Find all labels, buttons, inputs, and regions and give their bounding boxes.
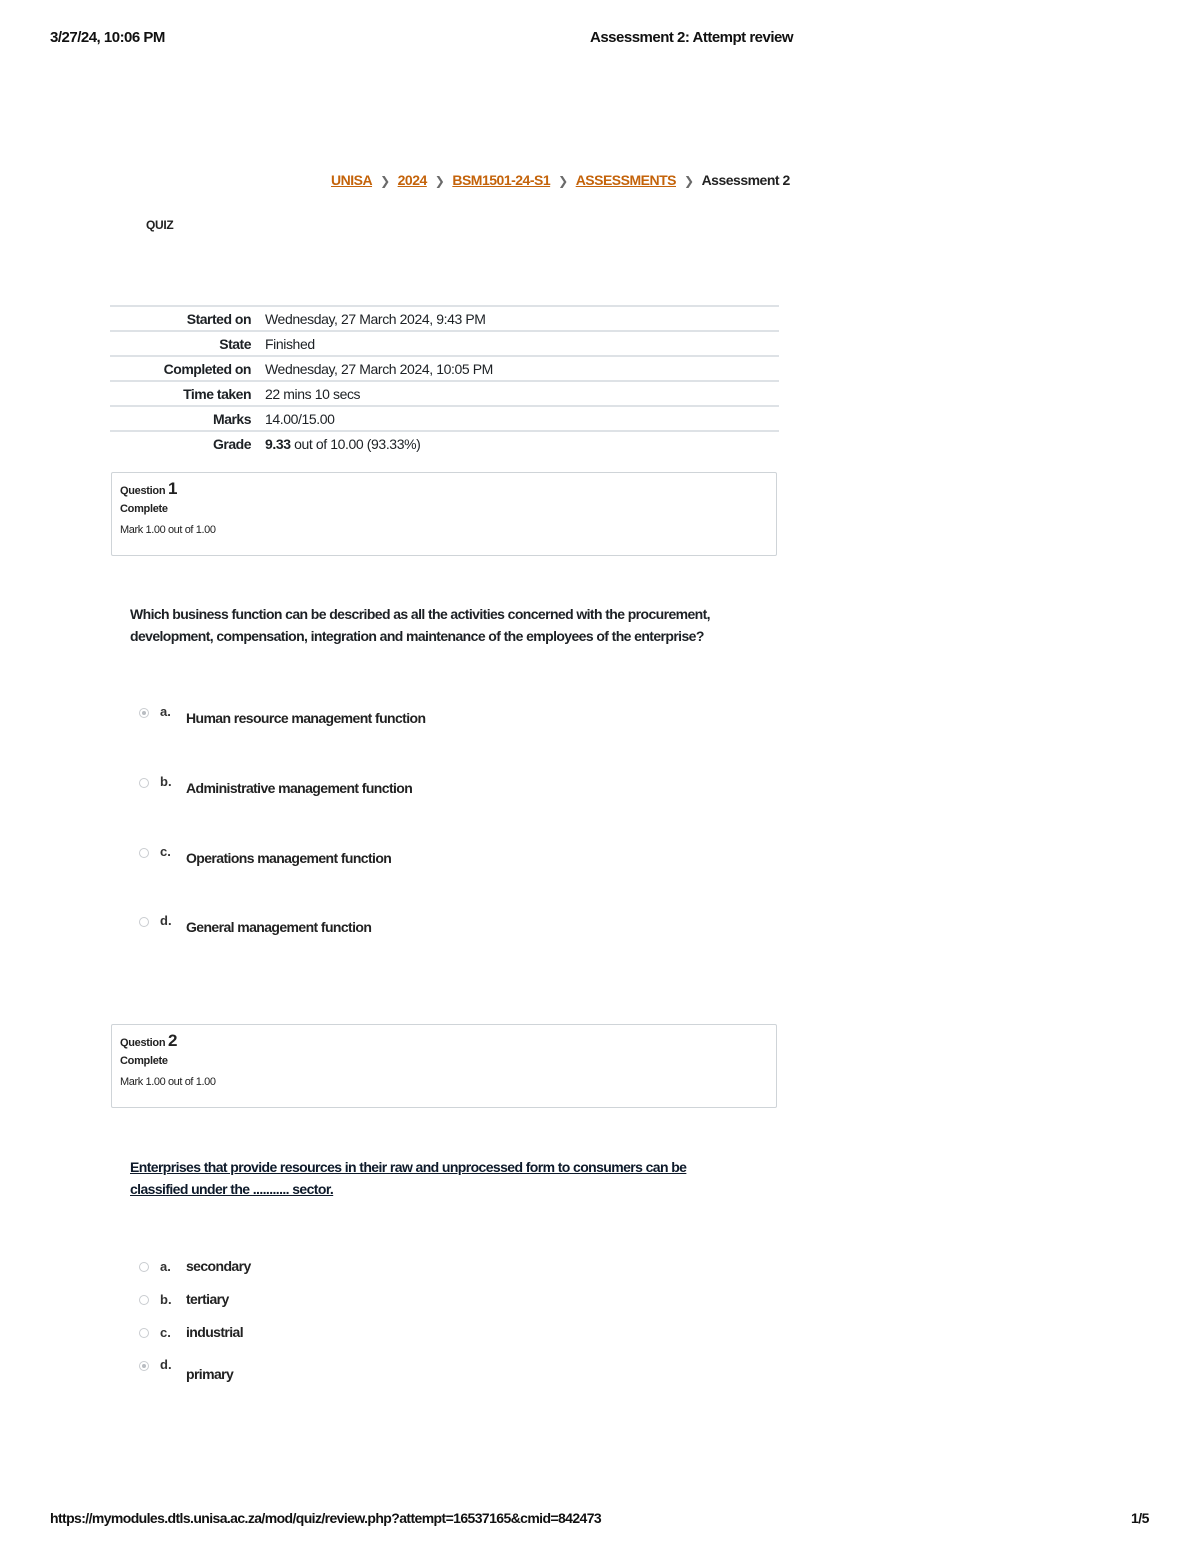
- grade-out-of: out of 10.00 (93.33%): [290, 435, 421, 452]
- summary-row-grade: [110, 431, 779, 455]
- radio-button[interactable]: [139, 1262, 149, 1272]
- print-page-number: 1/5: [1131, 1510, 1149, 1526]
- option-letter: a.: [160, 704, 171, 719]
- chevron-right-icon: ❯: [434, 174, 445, 188]
- question-mark: Mark 1.00 out of 1.00: [120, 524, 216, 536]
- option-text: secondary: [186, 1258, 251, 1274]
- summary-row-state: [110, 331, 779, 356]
- option-letter: d.: [160, 913, 172, 928]
- question-label: Question: [120, 485, 166, 497]
- grade-score: 9.33: [265, 435, 291, 452]
- chevron-right-icon: ❯: [380, 174, 390, 188]
- option-text: Operations management function: [186, 850, 392, 866]
- radio-button-checked[interactable]: [139, 708, 149, 718]
- summary-value: Finished: [265, 335, 315, 352]
- question-number: [120, 479, 768, 499]
- question-mark: Mark 1.00 out of 1.00: [120, 1076, 216, 1088]
- option-letter: b.: [160, 774, 172, 789]
- print-datetime: 3/27/24, 10:06 PM: [50, 29, 165, 46]
- summary-label: State: [219, 335, 251, 352]
- breadcrumb-current: Assessment 2: [701, 172, 790, 188]
- radio-button[interactable]: [139, 1295, 149, 1305]
- question-text: Enterprises that provide resources in their raw and unprocessed form to consumers can be classified under the ........... sector.: [130, 1159, 687, 1197]
- summary-value: Wednesday, 27 March 2024, 9:43 PM: [265, 310, 486, 327]
- radio-button[interactable]: [139, 778, 149, 788]
- breadcrumb: [331, 172, 790, 188]
- summary-label: Started on: [186, 310, 251, 327]
- option-letter: c.: [160, 1325, 171, 1340]
- summary-row-time-taken: [110, 381, 779, 406]
- summary-label: Completed on: [163, 360, 251, 377]
- option-letter: d.: [160, 1357, 172, 1372]
- activity-type-label: QUIZ: [146, 218, 174, 232]
- option-letter: a.: [160, 1259, 171, 1274]
- option-text: primary: [186, 1366, 234, 1382]
- question-number: [120, 1031, 768, 1051]
- radio-button[interactable]: [139, 848, 149, 858]
- print-page-title: Assessment 2: Attempt review: [590, 29, 794, 46]
- chevron-right-icon: ❯: [684, 174, 694, 188]
- option-letter: c.: [160, 844, 171, 859]
- print-footer-url: https://mymodules.dtls.unisa.ac.za/mod/quiz/review.php?attempt=16537165&cmid=842473: [50, 1510, 602, 1526]
- question-number-value: 2: [168, 1031, 178, 1050]
- question-text: Which business function can be described as all the activities concerned with the procurement, development, compensation, integration and maintenance of the employees of the enterprise?: [130, 606, 710, 644]
- option-text: General management function: [186, 919, 372, 935]
- chevron-right-icon: ❯: [558, 174, 568, 188]
- summary-label: Marks: [213, 410, 251, 427]
- summary-row-marks: [110, 406, 779, 431]
- option-text: Administrative management function: [186, 780, 413, 796]
- summary-row-completed: [110, 356, 779, 381]
- radio-button[interactable]: [139, 1328, 149, 1338]
- question-number-value: 1: [168, 479, 178, 498]
- summary-value: [265, 431, 779, 455]
- attempt-summary-table: [110, 305, 779, 455]
- option-text: Human resource management function: [186, 710, 426, 726]
- option-text: tertiary: [186, 1291, 229, 1307]
- radio-button-checked[interactable]: [139, 1361, 149, 1371]
- question-label: Question: [120, 1037, 166, 1049]
- summary-value: Wednesday, 27 March 2024, 10:05 PM: [265, 360, 493, 377]
- question-state: Complete: [120, 503, 168, 515]
- option-letter: b.: [160, 1292, 172, 1307]
- radio-button[interactable]: [139, 917, 149, 927]
- summary-label: Time taken: [183, 385, 251, 402]
- summary-row-started: [110, 306, 779, 331]
- question-info-box: [111, 1024, 777, 1108]
- option-text: industrial: [186, 1324, 244, 1340]
- summary-value: 14.00/15.00: [265, 410, 335, 427]
- breadcrumb-link-course[interactable]: BSM1501-24-S1: [452, 172, 551, 188]
- breadcrumb-link-unisa[interactable]: UNISA: [331, 172, 373, 188]
- summary-value: 22 mins 10 secs: [265, 385, 361, 402]
- breadcrumb-link-year[interactable]: 2024: [397, 172, 427, 188]
- question-state: Complete: [120, 1055, 168, 1067]
- breadcrumb-link-assessments[interactable]: ASSESSMENTS: [575, 172, 676, 188]
- summary-label: Grade: [213, 435, 251, 452]
- question-info-box: [111, 472, 777, 556]
